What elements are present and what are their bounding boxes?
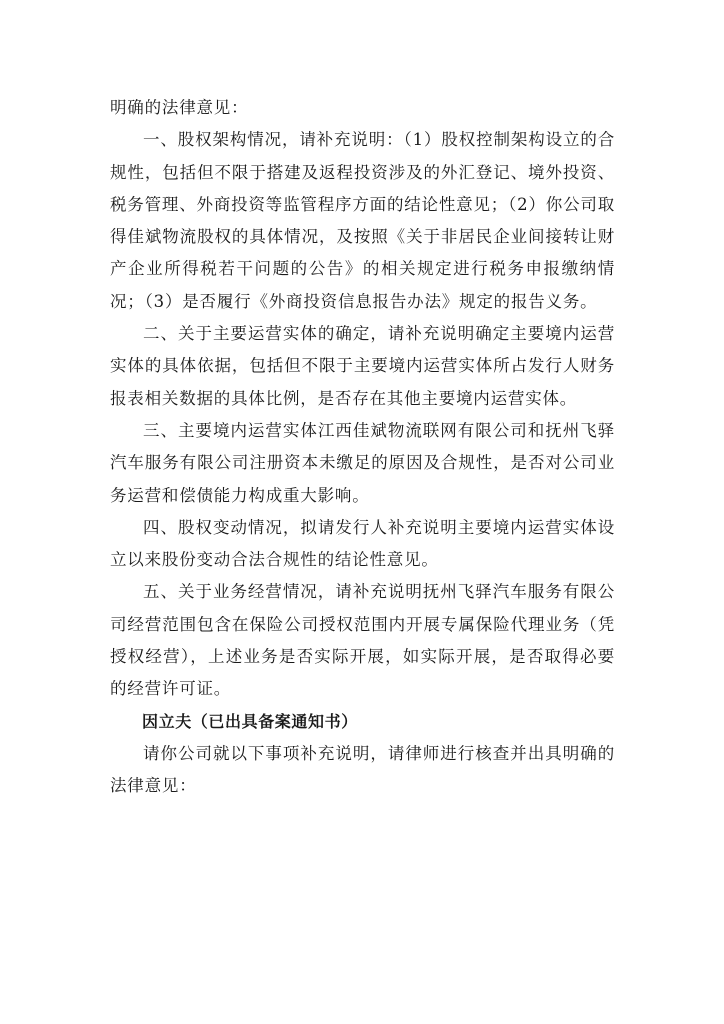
paragraph-intro-tail: 明确的法律意见： bbox=[110, 98, 249, 117]
paragraph-equity-changes: 四、股权变动情况，拟请发行人补充说明主要境内运营实体设立以来股份变动合法合规性的结论性意见。 bbox=[110, 517, 615, 570]
paragraph-business-operations: 五、关于业务经营情况，请补充说明抚州飞驿汽车服务有限公司经营范围包含在保险公司授权范围内开展专属保险代理业务（凭授权经营），上述业务是否实际开展，如实际开展，是否取得必要的经营许可证。 bbox=[110, 582, 615, 699]
paragraph-registered-capital: 三、主要境内运营实体江西佳斌物流联网有限公司和抚州飞驿汽车服务有限公司注册资本未缴足的原因及合规性，是否对公司业务运营和偿债能力构成重大影响。 bbox=[110, 420, 615, 505]
paragraph-request-explanation: 请你公司就以下事项补充说明，请律师进行核查并出具明确的法律意见： bbox=[110, 743, 615, 796]
paragraph-main-operating-entity: 二、关于主要运营实体的确定，请补充说明确定主要境内运营实体的具体依据，包括但不限于主要境内运营实体所占发行人财务报表相关数据的具体比例，是否存在其他主要境内运营实体。 bbox=[110, 324, 615, 408]
section-heading-company: 因立夫（已出具备案通知书） bbox=[142, 711, 358, 731]
paragraph-equity-structure: 一、股权架构情况，请补充说明：（1）股权控制架构设立的合规性，包括但不限于搭建及返程投资涉及的外汇登记、境外投资、税务管理、外商投资等监管程序方面的结论性意见；（2）你公司取得佳斌物流股权的具体情况，及按照《关于非居民企业间接转让财产企业所得税若干问题的公告》的相关规定进行税务申报缴纳情况；（3）是否履行《外商投资信息报告办法》规定的报告义务。 bbox=[110, 130, 615, 311]
document-body bbox=[110, 92, 615, 803]
